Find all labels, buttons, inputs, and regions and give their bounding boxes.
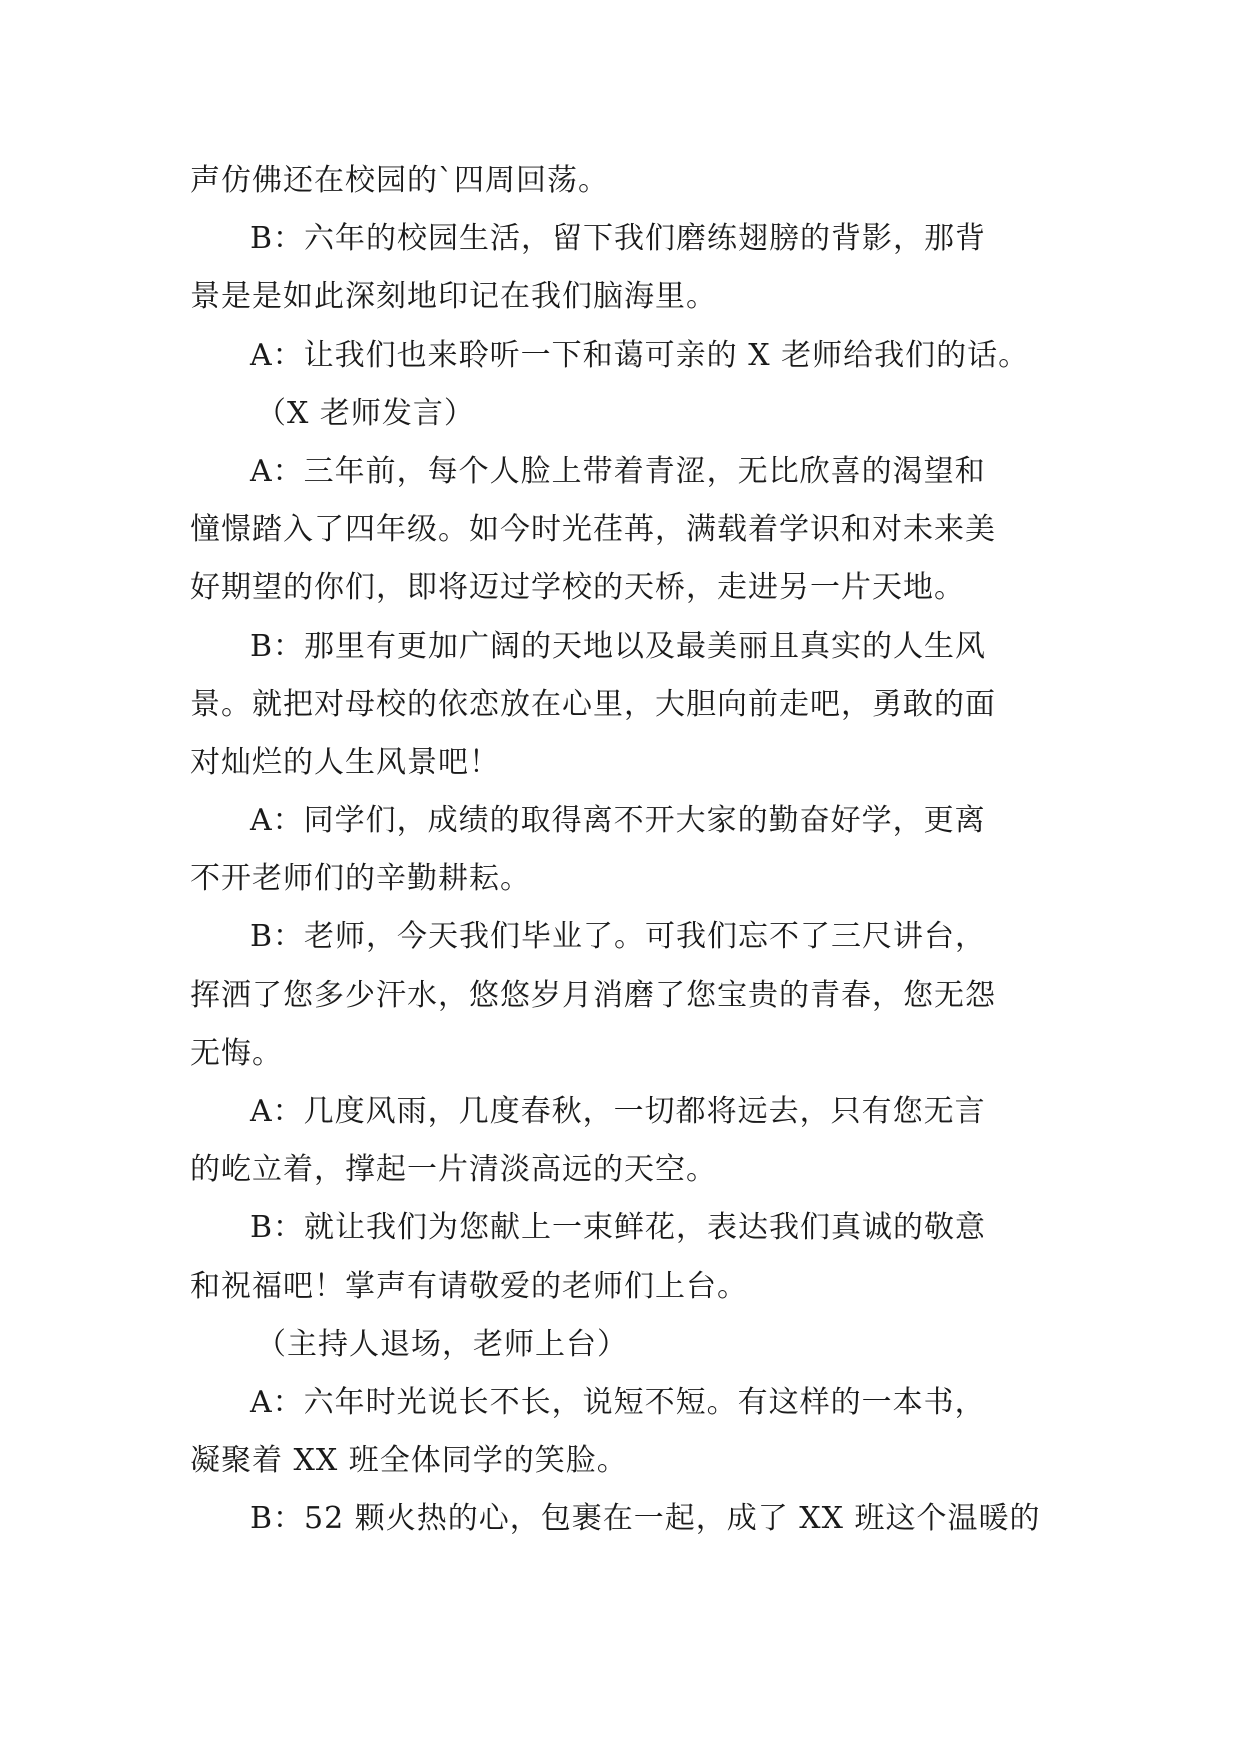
text-line: A：同学们，成绩的取得离不开大家的勤奋好学，更离 — [250, 803, 986, 839]
text-line: 不开老师们的辛勤耕耘。 — [190, 861, 531, 897]
text-line: B：那里有更加广阔的天地以及最美丽且真实的人生风 — [250, 628, 987, 664]
text-line: 景。就把对母校的依恋放在心里，大胆向前走吧，勇敢的面 — [190, 686, 996, 722]
text-line: 和祝福吧！掌声有请敬爱的老师们上台。 — [190, 1268, 748, 1304]
text-line: 对灿烂的人生风景吧！ — [190, 744, 500, 780]
text-line: 憧憬踏入了四年级。如今时光荏苒，满载着学识和对未来美 — [190, 512, 996, 548]
text-line: A：让我们也来聆听一下和蔼可亲的 X 老师给我们的话。 — [250, 337, 1030, 373]
stage-direction: （X 老师发言） — [256, 395, 475, 431]
text-line: 声仿佛还在校园的`四周回荡。 — [190, 163, 609, 198]
text-line: A：几度风雨，几度春秋，一切都将远去，只有您无言 — [250, 1094, 986, 1129]
text-line: 好期望的你们，即将迈过学校的天桥，走进另一片天地。 — [190, 570, 965, 606]
text-line: 凝聚着 XX 班全体同学的笑脸。 — [190, 1443, 628, 1479]
text-line: 挥洒了您多少汗水，悠悠岁月消磨了您宝贵的青春，您无怨 — [190, 977, 996, 1013]
text-line: A：三年前，每个人脸上带着青涩，无比欣喜的渴望和 — [250, 453, 986, 489]
text-line: B：老师，今天我们毕业了。可我们忘不了三尺讲台， — [250, 919, 987, 955]
text-line: B：六年的校园生活，留下我们磨练翅膀的背影，那背 — [250, 221, 987, 257]
text-line: 景是是如此深刻地印记在我们脑海里。 — [190, 279, 717, 315]
text-line: B：52 颗火热的心，包裹在一起，成了 XX 班这个温暖的 — [250, 1501, 1041, 1537]
stage-direction: （主持人退场，老师上台） — [256, 1326, 628, 1362]
text-line: B：就让我们为您献上一束鲜花，表达我们真诚的敬意 — [250, 1210, 987, 1246]
document-body — [190, 152, 1060, 1549]
text-line: 的屹立着，撑起一片清淡高远的天空。 — [190, 1152, 717, 1188]
text-line: 无悔。 — [190, 1035, 283, 1071]
text-line: A：六年时光说长不长，说短不短。有这样的一本书， — [250, 1384, 986, 1420]
